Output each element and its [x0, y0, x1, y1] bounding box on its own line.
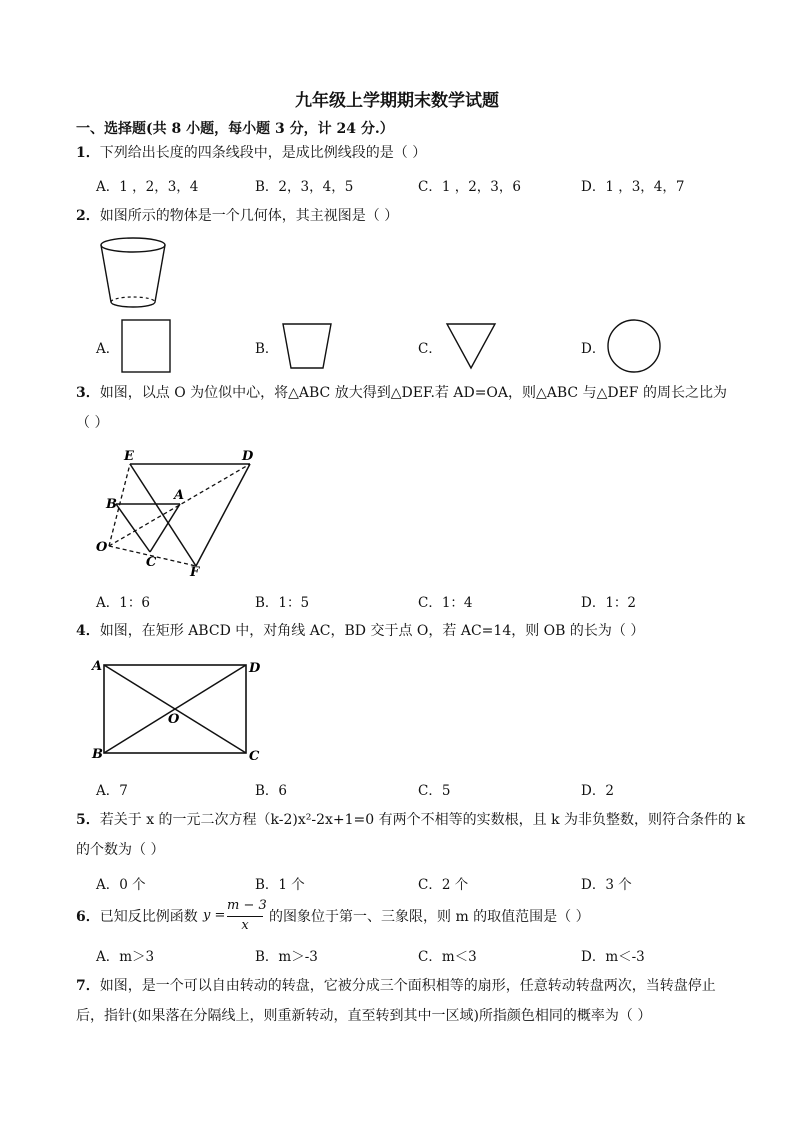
- similar-triangles-figure: [92, 444, 268, 578]
- label-c: C: [249, 749, 260, 764]
- formula-denominator: x: [241, 918, 249, 933]
- label-o: O: [96, 540, 108, 555]
- option-c[interactable]: C．1 ，2，3，6: [418, 179, 521, 195]
- option-a[interactable]: A．m＞3: [96, 949, 155, 965]
- page-title: 九年级上学期期末数学试题: [295, 91, 499, 111]
- label-c: C: [146, 555, 157, 570]
- question-7-line2: 后，指针(如果落在分隔线上，则重新转动，直至转到其中一区域)所指颜色相同的概率为（ ）: [76, 1008, 652, 1024]
- label-d: D: [249, 661, 261, 676]
- label-f: F: [190, 565, 200, 578]
- option-b[interactable]: B．m＞-3: [255, 949, 318, 965]
- option-c[interactable]: C．2 个: [418, 877, 469, 893]
- question-5-options: [96, 873, 756, 893]
- question-number: 1．: [76, 145, 100, 161]
- label-o: O: [168, 712, 180, 727]
- label-a: A: [92, 659, 103, 674]
- option-d[interactable]: D．1：2: [581, 595, 637, 611]
- question-text: 如图，在矩形 ABCD 中，对角线 AC，BD 交于点 O，若 AC=14，则 OB 的长为（ ）: [99, 623, 645, 639]
- question-2: [76, 206, 756, 226]
- option-d[interactable]: D．2: [581, 783, 614, 799]
- option-d[interactable]: D．1 ，3，4，7: [581, 179, 685, 195]
- option-b[interactable]: B．1 个: [255, 877, 305, 893]
- question-number: 3．: [76, 385, 100, 401]
- question-5-line2: 的个数为（ ）: [76, 842, 165, 858]
- label-b: B: [106, 497, 117, 512]
- question-5: [76, 810, 756, 830]
- rectangle-abcd-figure: [88, 652, 266, 766]
- question-number: 2．: [76, 208, 100, 224]
- question-number: 7．: [76, 978, 100, 994]
- option-a[interactable]: A．7: [96, 783, 128, 799]
- label-b: B: [92, 747, 103, 762]
- question-6-text-after: 的图象位于第一、三象限，则 m 的取值范围是（ ）: [269, 909, 590, 925]
- question-number: 6．: [76, 909, 100, 925]
- question-4-options: [96, 779, 756, 799]
- question-3-options: [96, 591, 756, 611]
- option-b[interactable]: B．2，3，4，5: [255, 179, 354, 195]
- option-a[interactable]: A．1：6: [96, 595, 150, 611]
- rectangle-view[interactable]: [120, 318, 172, 374]
- question-number: 5．: [76, 812, 100, 828]
- trapezoid-view[interactable]: [281, 322, 333, 370]
- question-text: 如图，是一个可以自由转动的转盘，它被分成三个面积相等的扇形，任意转动转盘两次，当转盘停止: [99, 978, 716, 994]
- question-number: 4．: [76, 623, 100, 639]
- question-1: [76, 143, 756, 163]
- option-a[interactable]: A．: [96, 341, 120, 357]
- question-3: [76, 383, 756, 403]
- cup-figure: [96, 234, 176, 314]
- circle-view[interactable]: [605, 317, 663, 375]
- option-a[interactable]: A．1 ，2，3，4: [96, 179, 199, 195]
- option-c[interactable]: C．m＜3: [418, 949, 477, 965]
- question-7: [76, 976, 756, 996]
- triangle-view[interactable]: [445, 322, 497, 370]
- formula-numerator: m − 3: [227, 898, 267, 913]
- option-b[interactable]: B．1：5: [255, 595, 310, 611]
- option-d[interactable]: D．m＜-3: [581, 949, 645, 965]
- option-b[interactable]: B．6: [255, 783, 288, 799]
- question-4: [76, 621, 756, 641]
- option-c[interactable]: C．5: [418, 783, 451, 799]
- question-1-options: [96, 175, 756, 195]
- question-3-line2: （ ）: [76, 415, 109, 431]
- label-d: D: [242, 449, 254, 464]
- label-a: A: [174, 488, 185, 503]
- label-e: E: [124, 449, 134, 464]
- question-text-before: 已知反比例函数: [99, 909, 198, 925]
- formula-lhs: y =: [203, 908, 226, 923]
- option-b[interactable]: B．: [255, 341, 279, 357]
- question-text: 若关于 x 的一元二次方程（k-2)x²-2x+1=0 有两个不相等的实数根，且 k 为非负整数，则符合条件的 k: [99, 812, 745, 828]
- question-text: 下列给出长度的四条线段中，是成比例线段的是（ ）: [99, 145, 427, 161]
- option-d[interactable]: D．3 个: [581, 877, 632, 893]
- question-text: 如图所示的物体是一个几何体，其主视图是（ ）: [99, 208, 399, 224]
- question-text: 如图，以点 O 为位似中心，将△ABC 放大得到△DEF.若 AD=OA，则△ABC 与△DEF 的周长之比为: [99, 385, 727, 401]
- option-c[interactable]: C．: [418, 341, 442, 357]
- section-heading: 一、选择题(共 8 小题，每小题 3 分，计 24 分.）: [76, 121, 394, 137]
- option-c[interactable]: C．1：4: [418, 595, 473, 611]
- option-a[interactable]: A．0 个: [96, 877, 146, 893]
- option-d[interactable]: D．: [581, 341, 606, 357]
- question-6-options: [96, 945, 756, 965]
- fraction-bar: [227, 916, 263, 917]
